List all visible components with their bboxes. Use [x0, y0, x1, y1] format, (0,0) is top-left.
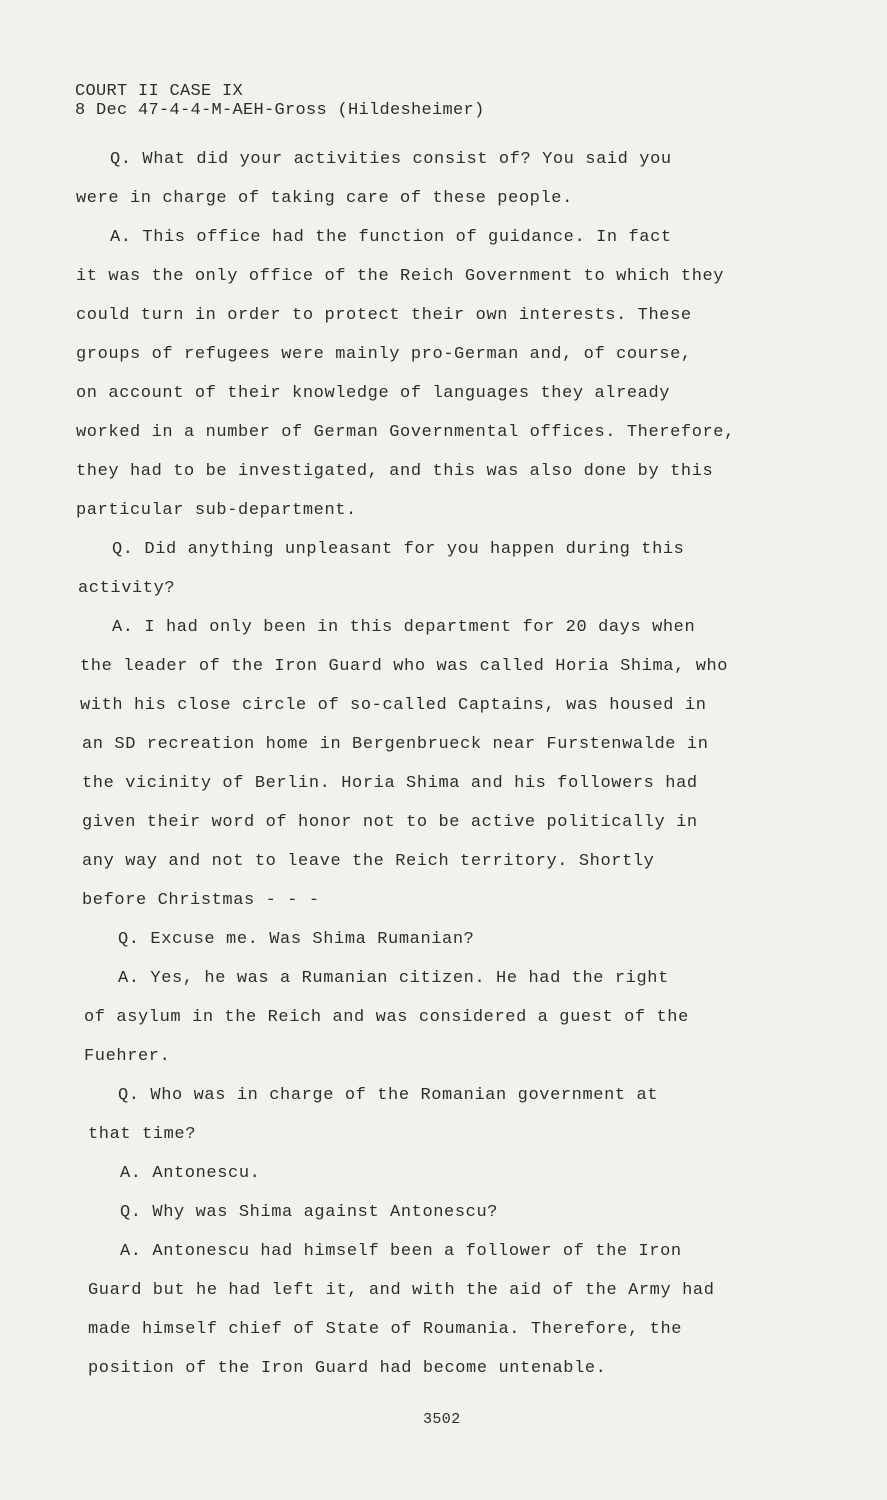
- transcript-line: worked in a number of German Governmental offices. Therefore,: [76, 423, 735, 442]
- transcript-line: of asylum in the Reich and was considered a guest of the: [84, 1008, 689, 1027]
- transcript-line: given their word of honor not to be active politically in: [82, 813, 698, 832]
- transcript-line: position of the Iron Guard had become untenable.: [88, 1359, 607, 1378]
- transcript-line: Q. Excuse me. Was Shima Rumanian?: [118, 930, 475, 949]
- transcript-line: A. Yes, he was a Rumanian citizen. He had the right: [118, 969, 669, 988]
- page-number: 3502: [423, 1411, 461, 1428]
- transcript-line: any way and not to leave the Reich territory. Shortly: [82, 852, 655, 871]
- transcript-line: Q. Why was Shima against Antonescu?: [120, 1203, 499, 1222]
- transcript-line: could turn in order to protect their own interests. These: [76, 306, 692, 325]
- court-case-line: COURT II CASE IX: [75, 82, 244, 101]
- transcript-line: the leader of the Iron Guard who was called Horia Shima, who: [80, 657, 729, 676]
- transcript-line: an SD recreation home in Bergenbrueck near Furstenwalde in: [82, 735, 709, 754]
- transcript-line: made himself chief of State of Roumania. Therefore, the: [88, 1320, 683, 1339]
- transcript-line: Fuehrer.: [84, 1047, 171, 1066]
- transcript-line: Q. What did your activities consist of? You said you: [110, 150, 672, 169]
- transcript-line: A. Antonescu.: [120, 1164, 261, 1183]
- transcript-line: that time?: [88, 1125, 197, 1144]
- transcript-line: it was the only office of the Reich Government to which they: [76, 267, 725, 286]
- transcript-line: before Christmas - - -: [82, 891, 320, 910]
- transcript-line: activity?: [78, 579, 176, 598]
- transcript-line: Q. Did anything unpleasant for you happen during this: [112, 540, 685, 559]
- transcript-line: were in charge of taking care of these people.: [76, 189, 573, 208]
- transcript-line: on account of their knowledge of languages they already: [76, 384, 671, 403]
- transcript-line: groups of refugees were mainly pro-German and, of course,: [76, 345, 692, 364]
- date-witness-line: 8 Dec 47-4-4-M-AEH-Gross (Hildesheimer): [75, 101, 485, 120]
- transcript-line: Guard but he had left it, and with the aid of the Army had: [88, 1281, 715, 1300]
- transcript-line: the vicinity of Berlin. Horia Shima and his followers had: [82, 774, 698, 793]
- transcript-line: A. This office had the function of guidance. In fact: [110, 228, 672, 247]
- document-header: [75, 82, 485, 120]
- transcript-line: they had to be investigated, and this was also done by this: [76, 462, 714, 481]
- transcript-line: with his close circle of so-called Captains, was housed in: [80, 696, 707, 715]
- transcript-line: Q. Who was in charge of the Romanian government at: [118, 1086, 659, 1105]
- transcript-line: particular sub-department.: [76, 501, 357, 520]
- transcript-line: A. I had only been in this department for 20 days when: [112, 618, 696, 637]
- transcript-line: A. Antonescu had himself been a follower of the Iron: [120, 1242, 682, 1261]
